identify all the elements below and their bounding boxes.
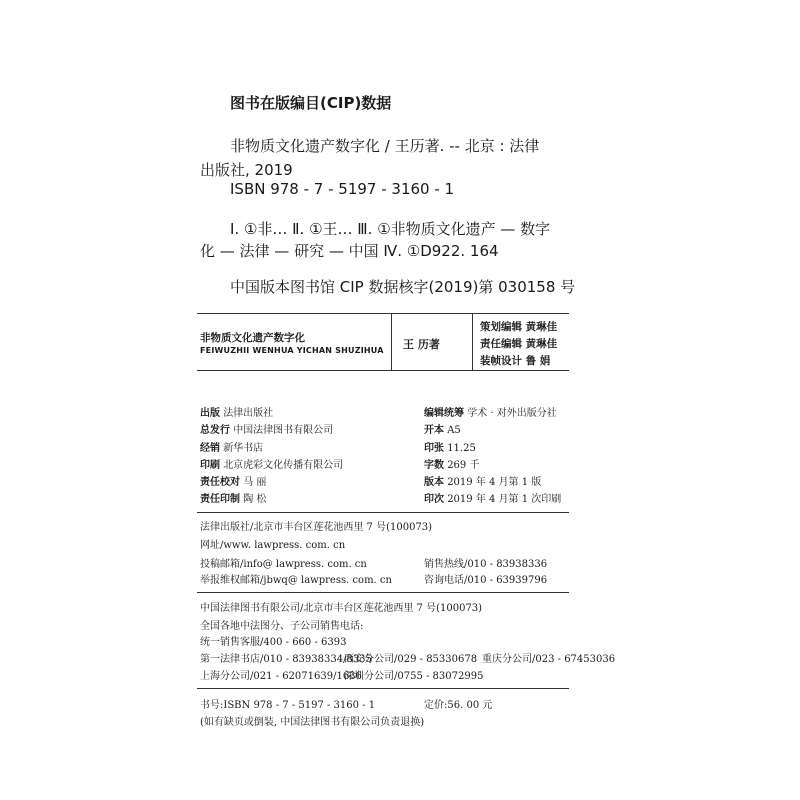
book-isbn: 书号:ISBN 978 - 7 - 5197 - 3160 - 1: [200, 700, 376, 711]
first-law-bookstore: 第一法律书店/010 - 83938334/8335: [200, 654, 372, 665]
pub-label: 版本: [424, 477, 444, 488]
pub-sheets: [424, 439, 476, 454]
responsible-editor: 责任编辑 黄琳佳: [480, 338, 558, 350]
box-divider: [472, 314, 473, 370]
pub-print-supervisor: [200, 490, 266, 505]
pub-publisher: [200, 404, 273, 419]
pub-value: 北京虎彩文化传播有限公司: [223, 460, 344, 471]
shanghai-branch: 上海分公司/021 - 62071639/1636: [200, 671, 362, 682]
cip-line-2: 出版社, 2019: [200, 161, 293, 179]
cip-line-4: Ⅰ. ①非… Ⅱ. ①王… Ⅲ. ①非物质文化遗产 — 数字: [230, 220, 551, 238]
book-pinyin: FEIWUZHII WENHUA YICHAN SHUZIHUA: [200, 346, 384, 355]
sales-phone-intro: 全国各地中法图分、子公司销售电话:: [200, 621, 364, 632]
sales-hotline: 销售热线/010 - 83938336: [424, 559, 548, 570]
unified-service: 统一销售客服/400 - 660 - 6393: [200, 637, 347, 648]
pub-label: 编辑统筹: [424, 408, 464, 419]
book-price: 定价:56. 00 元: [424, 700, 493, 711]
pub-label: 印张: [424, 443, 444, 454]
pub-value: 马 丽: [243, 477, 267, 488]
pub-edition: [424, 473, 541, 488]
pub-label: 印次: [424, 494, 444, 505]
publisher-address: 法律出版社/北京市丰台区莲花池西里 7 号(100073): [200, 522, 433, 533]
book-info-box: [197, 313, 569, 371]
pub-value: 法律出版社: [223, 408, 274, 419]
cip-title: 图书在版编目(CIP)数据: [230, 94, 392, 112]
cover-design: 装帧设计 鲁 娟: [480, 355, 551, 367]
pub-value: 陶 松: [243, 494, 267, 505]
report-email: 举报维权邮箱/jbwq@ lawpress. com. cn: [200, 575, 392, 586]
publisher-website: 网址/www. lawpress. com. cn: [200, 540, 346, 551]
pub-label: 印刷: [200, 460, 220, 471]
divider: [197, 688, 569, 689]
pub-label: 出版: [200, 408, 220, 419]
book-author: 王 历著: [403, 338, 440, 351]
pub-value: 11.25: [447, 443, 476, 454]
book-title: 非物质文化遗产数字化: [200, 332, 305, 344]
pub-word-count: [424, 456, 479, 471]
pub-printing: [424, 490, 561, 505]
planning-editor: 策划编辑 黄琳佳: [480, 321, 558, 333]
cip-isbn: ISBN 978 - 7 - 5197 - 3160 - 1: [230, 180, 455, 198]
pub-label: 开本: [424, 425, 444, 436]
pub-value: 2019 年 4 月第 1 版: [447, 477, 542, 488]
divider: [197, 512, 569, 513]
shenzhen-branch: 深圳分公司/0755 - 83072995: [344, 671, 484, 682]
return-notice: (如有缺页或倒装, 中国法律图书有限公司负责退换): [200, 717, 425, 728]
pub-value: 中国法律图书有限公司: [233, 425, 334, 436]
pub-value: A5: [447, 425, 461, 436]
pub-seller: [200, 439, 263, 454]
pub-value: 269 千: [447, 460, 480, 471]
cip-line-5: 化 — 法律 — 研究 — 中国 Ⅳ. ①D922. 164: [200, 242, 499, 260]
pub-label: 总发行: [200, 425, 230, 436]
pub-value: 新华书店: [223, 443, 264, 454]
box-divider: [391, 314, 392, 370]
pub-label: 责任校对: [200, 477, 240, 488]
pub-format: [424, 421, 461, 436]
pub-distributor: [200, 421, 333, 436]
pub-proofreader: [200, 473, 266, 488]
pub-coordination: [424, 404, 557, 419]
pub-label: 经销: [200, 443, 220, 454]
submission-email: 投稿邮箱/info@ lawpress. com. cn: [200, 559, 367, 570]
pub-value: 学术 · 对外出版分社: [467, 408, 557, 419]
distributor-address: 中国法律图书有限公司/北京市丰台区莲花池西里 7 号(100073): [200, 603, 483, 614]
divider: [197, 592, 569, 593]
cip-record-number: 中国版本图书馆 CIP 数据核字(2019)第 030158 号: [230, 278, 576, 296]
inquiry-phone: 咨询电话/010 - 63939796: [424, 575, 548, 586]
pub-value: 2019 年 4 月第 1 次印刷: [447, 494, 562, 505]
pub-printer: [200, 456, 343, 471]
pub-label: 字数: [424, 460, 444, 471]
chongqing-branch: 重庆分公司/023 - 67453036: [482, 654, 616, 665]
xian-branch: 西安分公司/029 - 85330678: [344, 654, 478, 665]
cip-line-1: 非物质文化遗产数字化 / 王历著. -- 北京 : 法律: [230, 137, 540, 155]
pub-label: 责任印制: [200, 494, 240, 505]
